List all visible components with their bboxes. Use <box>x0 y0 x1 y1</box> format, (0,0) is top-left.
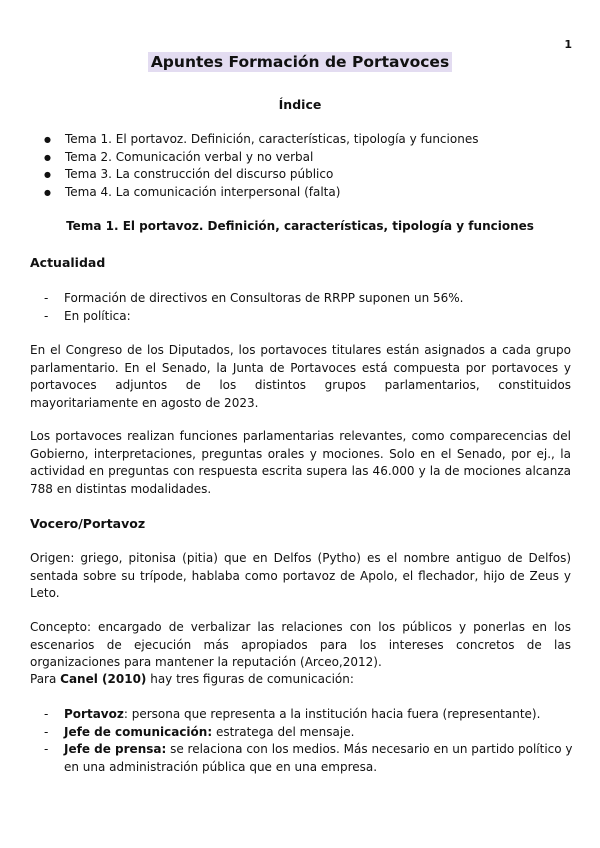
index-item: ● Tema 4. La comunicación interpersonal (falta) <box>44 184 478 202</box>
index-heading: Índice <box>278 97 322 112</box>
list-item: - Formación de directivos en Consultoras de RRPP suponen un 56%. <box>44 290 574 308</box>
index-item: ● Tema 3. La construcción del discurso público <box>44 166 478 184</box>
figure-item <box>44 724 574 742</box>
figure-item <box>44 706 574 724</box>
figure-term: Jefe de prensa: <box>64 742 167 756</box>
figure-desc: estratega del mensaje. <box>212 724 355 739</box>
section-heading: Tema 1. El portavoz. Definición, características, tipología y funciones <box>66 219 534 233</box>
document-title <box>0 52 600 71</box>
concepto-paragraph: Concepto: encargado de verbalizar las relaciones con los públicos y ponerlas en los escenarios de ejecución más apropiados para los intereses concretos de las organizaciones para mantener la reputación (Arceo,2012). <box>30 620 571 669</box>
figure-term: Jefe de comunicación: <box>64 724 213 739</box>
actualidad-list <box>44 290 574 325</box>
figure-term: Portavoz <box>64 707 124 721</box>
figures-list <box>44 706 574 776</box>
document-title-text: Apuntes Formación de Portavoces <box>148 52 452 72</box>
figure-desc: : persona que representa a la institución hacia fuera (representante). <box>123 707 541 721</box>
portavoces-functions-paragraph: Los portavoces realizan funciones parlamentarias relevantes, como comparecencias del Gobierno, interpretaciones, preguntas orales y mociones. Solo en el Senado, por ej., la actividad en preguntas con respuesta escrita supera las 46.000 y la de mociones alcanza 788 en distintas modalidades. <box>30 429 571 496</box>
page-number: 1 <box>564 38 572 51</box>
list-item: - En política: <box>44 308 574 326</box>
vocero-heading: Vocero/Portavoz <box>30 516 146 531</box>
figure-item <box>44 741 574 776</box>
index-item: ● Tema 2. Comunicación verbal y no verbal <box>44 149 478 167</box>
canel-intro <box>30 671 354 689</box>
canel-prefix: Para <box>30 672 61 686</box>
congreso-paragraph: En el Congreso de los Diputados, los portavoces titulares están asignados a cada grupo parlamentario. En el Senado, la Junta de Portavoces está compuesta por portavoces y portavoces adjuntos de los distintos grupos parlamentarios, constituidos mayoritariamente en agosto de 2023. <box>30 343 571 410</box>
canel-citation: Canel (2010) <box>60 672 147 686</box>
actualidad-heading: Actualidad <box>30 255 106 270</box>
canel-suffix: hay tres figuras de comunicación: <box>146 672 354 686</box>
origen-paragraph: Origen: griego, pitonisa (pitia) que en Delfos (Pytho) es el nombre antiguo de Delfos) sentada sobre su trípode, hablaba como portavoz de Apolo, el flechador, hijo de Zeus y Leto. <box>30 551 571 600</box>
figure-desc: se relaciona con los medios. Más necesario en un partido político y en una administración pública que en una empresa. <box>64 742 573 774</box>
index-list <box>44 131 478 201</box>
index-item: ● Tema 1. El portavoz. Definición, características, tipología y funciones <box>44 131 478 149</box>
